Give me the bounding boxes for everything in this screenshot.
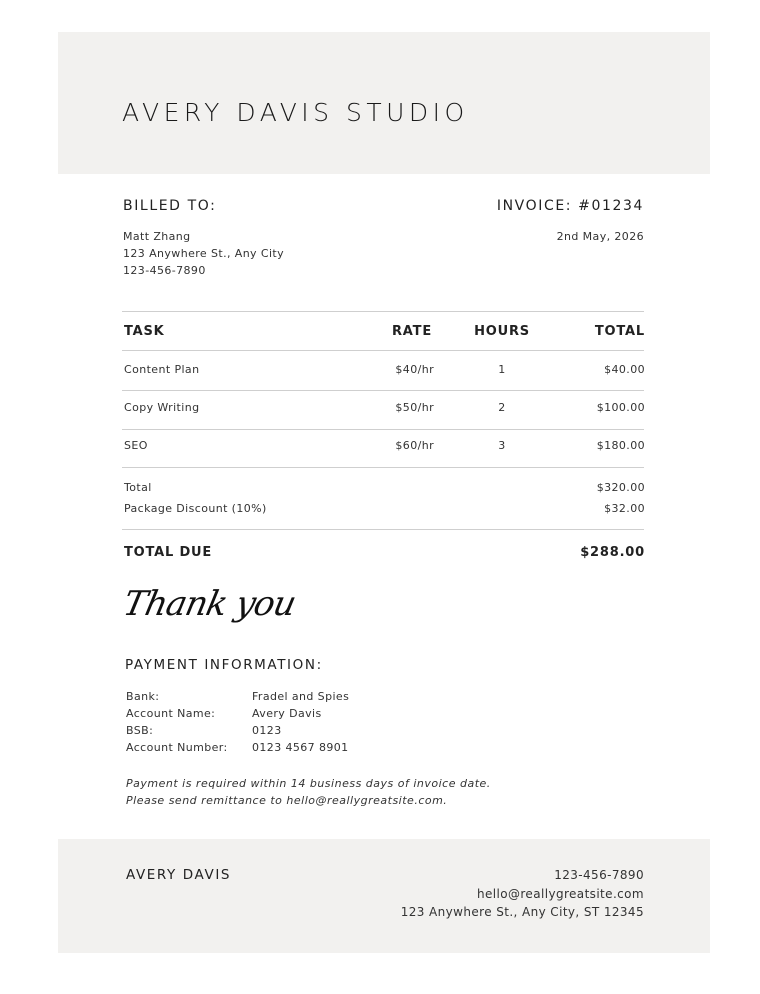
bank-value: Fradel and Spies: [252, 690, 350, 703]
row-rate: $60/hr: [395, 439, 434, 452]
total-due-label: TOTAL DUE: [124, 545, 213, 560]
payment-note: [126, 775, 491, 809]
header-total: TOTAL: [594, 324, 645, 339]
divider: [122, 350, 644, 351]
client-address: 123 Anywhere St., Any City: [123, 247, 285, 260]
divider: [122, 467, 644, 468]
footer-email: hello@reallygreatsite.com: [476, 886, 644, 901]
account-name-value: Avery Davis: [252, 707, 322, 720]
billed-to-details: [123, 228, 284, 279]
discount-label: Package Discount (10%): [124, 502, 267, 515]
total-due-value: $288.00: [580, 545, 645, 560]
subtotal-label: Total: [124, 481, 152, 494]
discount-value: $32.00: [604, 502, 645, 515]
payment-info-title: PAYMENT INFORMATION:: [125, 657, 323, 673]
invoice-number: INVOICE: #01234: [496, 198, 644, 214]
client-name: Matt Zhang: [123, 230, 191, 243]
row-task: Content Plan: [124, 363, 200, 376]
invoice-date: 2nd May, 2026: [556, 230, 644, 243]
row-hours: 2: [498, 401, 506, 414]
footer-phone: 123-456-7890: [554, 868, 644, 882]
payment-labels: [126, 688, 228, 756]
header-rate: RATE: [391, 324, 432, 339]
row-rate: $50/hr: [395, 401, 434, 414]
header-task: TASK: [124, 324, 165, 339]
footer-address: 123 Anywhere St., Any City, ST 12345: [400, 905, 644, 919]
row-total: $180.00: [596, 439, 645, 452]
footer-contact: [401, 866, 644, 922]
row-rate: $40/hr: [395, 363, 434, 376]
subtotal-value: $320.00: [596, 481, 645, 494]
row-task: SEO: [124, 439, 148, 452]
header-hours: HOURS: [474, 324, 530, 339]
footer-name: AVERY DAVIS: [126, 867, 232, 883]
bsb-value: 0123: [252, 724, 282, 737]
account-number-value: 0123 4567 8901: [252, 741, 349, 754]
payment-values: [252, 688, 349, 756]
bsb-label: BSB:: [126, 724, 154, 737]
divider: [122, 429, 644, 430]
row-total: $40.00: [604, 363, 645, 376]
payment-note-line2: Please send remittance to hello@reallygreatsite.com.: [126, 794, 448, 807]
bank-label: Bank:: [126, 690, 160, 703]
divider: [122, 311, 644, 312]
account-number-label: Account Number:: [126, 741, 228, 754]
payment-note-line1: Payment is required within 14 business days of invoice date.: [126, 777, 491, 790]
row-total: $100.00: [596, 401, 645, 414]
account-name-label: Account Name:: [126, 707, 216, 720]
billed-to-label: BILLED TO:: [123, 198, 217, 214]
row-hours: 1: [498, 363, 506, 376]
divider: [122, 529, 644, 530]
client-phone: 123-456-7890: [123, 264, 206, 277]
row-task: Copy Writing: [124, 401, 200, 414]
row-hours: 3: [498, 439, 506, 452]
divider: [122, 390, 644, 391]
studio-name: AVERY DAVIS STUDIO: [122, 98, 469, 127]
thank-you-script: Thank you: [119, 584, 299, 624]
